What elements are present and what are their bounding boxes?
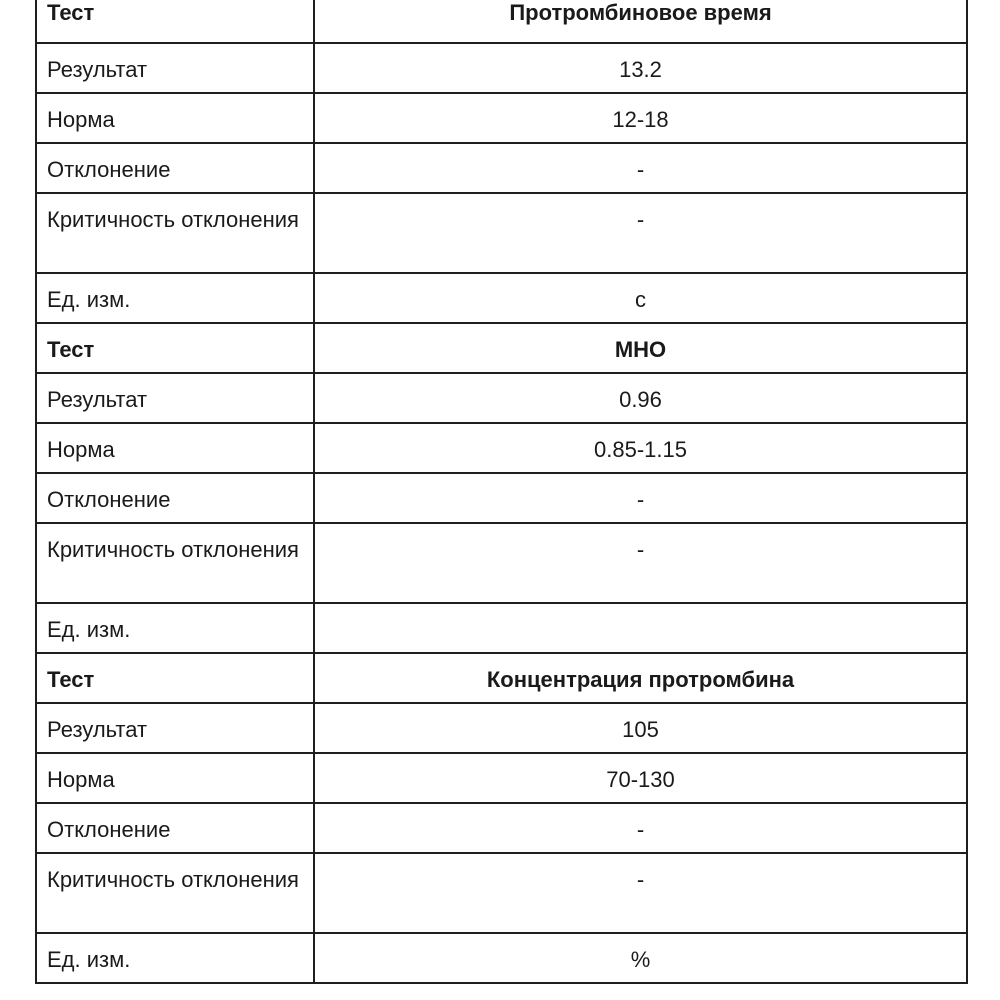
unit-row xyxy=(36,933,967,983)
deviation-row xyxy=(36,803,967,853)
criticality-row xyxy=(36,853,967,933)
test-header-row xyxy=(36,0,967,43)
row-value: 13.2 xyxy=(314,43,967,93)
row-value: с xyxy=(314,273,967,323)
row-label: Норма xyxy=(36,423,314,473)
row-label: Результат xyxy=(36,43,314,93)
row-label: Отклонение xyxy=(36,143,314,193)
test-header-row xyxy=(36,653,967,703)
row-label: Отклонение xyxy=(36,803,314,853)
row-value: % xyxy=(314,933,967,983)
row-label: Результат xyxy=(36,703,314,753)
row-value: - xyxy=(314,193,967,273)
norm-row xyxy=(36,423,967,473)
row-value xyxy=(314,603,967,653)
row-value: 0.85-1.15 xyxy=(314,423,967,473)
row-value: 105 xyxy=(314,703,967,753)
row-label: Критичность отклонения xyxy=(36,523,314,603)
row-label: Результат xyxy=(36,373,314,423)
row-value: - xyxy=(314,473,967,523)
norm-row xyxy=(36,753,967,803)
lab-results-table xyxy=(35,0,968,984)
row-label: Критичность отклонения xyxy=(36,853,314,933)
unit-row xyxy=(36,273,967,323)
row-value: - xyxy=(314,143,967,193)
norm-row xyxy=(36,93,967,143)
test-header-row xyxy=(36,323,967,373)
test-name-cell: Протромбиновое время xyxy=(314,0,967,43)
table-body xyxy=(36,0,967,983)
result-row xyxy=(36,43,967,93)
deviation-row xyxy=(36,473,967,523)
unit-row xyxy=(36,603,967,653)
test-label-cell: Тест xyxy=(36,323,314,373)
test-label-cell: Тест xyxy=(36,0,314,43)
criticality-row xyxy=(36,523,967,603)
row-value: 0.96 xyxy=(314,373,967,423)
row-label: Ед. изм. xyxy=(36,273,314,323)
row-label: Норма xyxy=(36,93,314,143)
row-value: 12-18 xyxy=(314,93,967,143)
test-name-cell: Концентрация протромбина xyxy=(314,653,967,703)
row-label: Критичность отклонения xyxy=(36,193,314,273)
row-value: - xyxy=(314,853,967,933)
test-name-cell: МНО xyxy=(314,323,967,373)
criticality-row xyxy=(36,193,967,273)
row-value: - xyxy=(314,803,967,853)
row-label: Ед. изм. xyxy=(36,933,314,983)
row-value: 70-130 xyxy=(314,753,967,803)
row-value: - xyxy=(314,523,967,603)
deviation-row xyxy=(36,143,967,193)
result-row xyxy=(36,373,967,423)
result-row xyxy=(36,703,967,753)
row-label: Ед. изм. xyxy=(36,603,314,653)
row-label: Норма xyxy=(36,753,314,803)
test-label-cell: Тест xyxy=(36,653,314,703)
row-label: Отклонение xyxy=(36,473,314,523)
